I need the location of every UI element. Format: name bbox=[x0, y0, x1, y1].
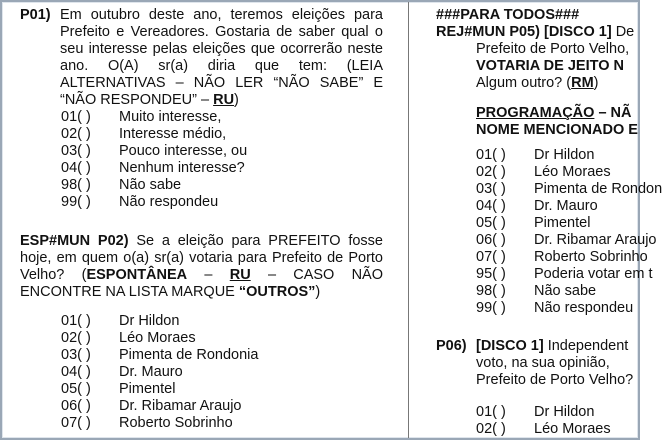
option-label: Nenhum interesse? bbox=[119, 160, 245, 176]
right-column bbox=[436, 7, 662, 438]
option-label: Não sabe bbox=[534, 283, 597, 299]
question-code: P01) bbox=[20, 7, 51, 23]
question-text: De bbox=[615, 24, 635, 40]
question-text: Se a eleição para PREFEITO fosse hoje, em quem o(a) sr(a) votaria para Prefeito de Porto Velho? ( bbox=[20, 233, 383, 283]
option-code: 04( ) bbox=[61, 364, 91, 380]
answer-option[interactable] bbox=[61, 330, 383, 347]
option-label: Não sabe bbox=[119, 177, 182, 193]
option-label: Pimenta de Rondon bbox=[534, 181, 662, 197]
option-code: 04( ) bbox=[476, 198, 506, 214]
column-divider bbox=[408, 2, 409, 438]
option-label: Muito interesse, bbox=[119, 109, 222, 125]
option-label: Roberto Sobrinho bbox=[534, 249, 648, 265]
answer-option[interactable] bbox=[61, 398, 383, 415]
question-p02 bbox=[20, 233, 383, 301]
p06-options bbox=[476, 404, 640, 438]
answer-option[interactable] bbox=[61, 415, 383, 432]
answer-option[interactable] bbox=[476, 249, 648, 266]
question-p05 bbox=[436, 24, 640, 139]
espontanea-label: ESPONTÂNEA bbox=[86, 267, 188, 283]
option-label: Poderia votar em t bbox=[534, 266, 653, 282]
question-text: Algum outro? ( bbox=[476, 75, 572, 91]
disco-label: [DISCO 1] bbox=[476, 338, 544, 354]
disco-label: [DISCO 1] bbox=[543, 24, 612, 40]
p01-options bbox=[61, 109, 383, 211]
answer-option[interactable] bbox=[61, 347, 383, 364]
option-label: Dr Hildon bbox=[534, 404, 595, 420]
answer-option[interactable] bbox=[476, 300, 640, 317]
closing-paren: ) bbox=[593, 75, 599, 91]
question-line: Prefeito de Porto Velho? bbox=[476, 372, 634, 388]
option-label: Roberto Sobrinho bbox=[119, 415, 233, 431]
option-code: 95( ) bbox=[476, 266, 506, 282]
programacao-label: PROGRAMAÇÃO bbox=[476, 105, 595, 121]
option-label: Léo Moraes bbox=[119, 330, 196, 346]
question-p06 bbox=[436, 338, 640, 389]
answer-option[interactable] bbox=[476, 215, 640, 232]
question-line: voto, na sua opinião, bbox=[476, 355, 610, 371]
question-line: Prefeito de Porto Velho, bbox=[476, 41, 630, 57]
question-p01 bbox=[20, 7, 383, 109]
question-line bbox=[436, 75, 640, 92]
answer-option[interactable] bbox=[476, 164, 640, 181]
answer-option[interactable] bbox=[61, 126, 383, 143]
option-label: Dr. Mauro bbox=[534, 198, 598, 214]
option-code: 03( ) bbox=[61, 143, 91, 159]
answer-option[interactable] bbox=[61, 381, 383, 398]
option-code: 07( ) bbox=[476, 249, 506, 265]
option-code: 01( ) bbox=[476, 147, 506, 163]
option-label: Pouco interesse, ou bbox=[119, 143, 248, 159]
section-header: ###PARA TODOS### bbox=[436, 7, 580, 23]
option-label: Dr. Ribamar Araujo bbox=[534, 232, 657, 248]
answer-option[interactable] bbox=[476, 198, 640, 215]
option-code: 06( ) bbox=[61, 398, 91, 414]
answer-option[interactable] bbox=[476, 181, 662, 198]
option-code: 01( ) bbox=[61, 109, 91, 125]
answer-option[interactable] bbox=[61, 313, 383, 330]
option-label: Dr Hildon bbox=[119, 313, 180, 329]
question-code: P06) bbox=[436, 338, 467, 354]
option-code: 02( ) bbox=[476, 421, 506, 437]
option-code: 05( ) bbox=[61, 381, 91, 397]
option-label: Não respondeu bbox=[534, 300, 634, 316]
option-code: 01( ) bbox=[476, 404, 506, 420]
answer-option[interactable] bbox=[61, 109, 383, 126]
answer-option[interactable] bbox=[61, 364, 383, 381]
outros-label: “OUTROS” bbox=[238, 284, 316, 300]
closing-paren: ) bbox=[315, 284, 321, 300]
option-code: 03( ) bbox=[61, 347, 91, 363]
option-code: 07( ) bbox=[61, 415, 91, 431]
option-code: 01( ) bbox=[61, 313, 91, 329]
option-label: Pimenta de Rondonia bbox=[119, 347, 259, 363]
option-code: 99( ) bbox=[61, 194, 91, 210]
programacao-text: – NÃ bbox=[598, 105, 632, 121]
question-code: ESP#MUN P02) bbox=[20, 233, 129, 249]
answer-option[interactable] bbox=[61, 143, 383, 160]
ru-marker: RU bbox=[229, 267, 251, 283]
option-code: 05( ) bbox=[476, 215, 506, 231]
p05-options bbox=[476, 147, 662, 317]
question-line-bold: VOTARIA DE JEITO N bbox=[476, 58, 624, 74]
p02-options bbox=[61, 313, 383, 432]
programacao-text: NOME MENCIONADO E bbox=[476, 122, 638, 138]
option-label: Pimentel bbox=[534, 215, 591, 231]
option-code: 99( ) bbox=[476, 300, 506, 316]
rm-marker: RM bbox=[571, 75, 594, 91]
option-code: 98( ) bbox=[476, 283, 506, 299]
option-label: Pimentel bbox=[119, 381, 176, 397]
answer-option[interactable] bbox=[476, 147, 640, 164]
option-code: 98( ) bbox=[61, 177, 91, 193]
option-label: Dr. Ribamar Araujo bbox=[119, 398, 242, 414]
option-code: 04( ) bbox=[61, 160, 91, 176]
option-label: Dr. Mauro bbox=[119, 364, 183, 380]
answer-option[interactable] bbox=[61, 160, 383, 177]
option-label: Léo Moraes bbox=[534, 421, 611, 437]
answer-option[interactable] bbox=[476, 404, 640, 421]
answer-option[interactable] bbox=[61, 177, 383, 194]
question-code: REJ#MUN P05) bbox=[436, 24, 540, 40]
left-column bbox=[20, 7, 383, 432]
question-text: Em outubro deste ano, teremos eleições para Prefeito e Vereadores. Gostaria de saber qual o seu interesse pelas eleições que ocorrerão neste ano. O(A) sr(a) diria que tem: (LEIA ALTERNATIVAS – NÃO LER “NÃO SABE” E “NÃO RESPONDEU” – bbox=[60, 7, 383, 108]
option-code: 02( ) bbox=[61, 126, 91, 142]
option-code: 02( ) bbox=[476, 164, 506, 180]
instruction-text: – CASO NÃO ENCONTRE NA LISTA MARQUE bbox=[20, 267, 384, 300]
answer-option[interactable] bbox=[476, 232, 657, 249]
answer-option[interactable] bbox=[476, 421, 640, 438]
ru-marker: RU bbox=[213, 92, 235, 108]
option-label: Léo Moraes bbox=[534, 164, 611, 180]
answer-option[interactable] bbox=[61, 194, 383, 211]
option-label: Não respondeu bbox=[119, 194, 219, 210]
option-label: Interesse médio, bbox=[119, 126, 227, 142]
question-text: Independent bbox=[547, 338, 629, 354]
dash: – bbox=[204, 267, 213, 283]
option-code: 03( ) bbox=[476, 181, 506, 197]
option-label: Dr Hildon bbox=[534, 147, 595, 163]
option-code: 02( ) bbox=[61, 330, 91, 346]
closing-paren: ) bbox=[234, 92, 239, 108]
answer-option[interactable] bbox=[476, 283, 640, 300]
option-code: 06( ) bbox=[476, 232, 506, 248]
answer-option[interactable] bbox=[476, 266, 653, 283]
